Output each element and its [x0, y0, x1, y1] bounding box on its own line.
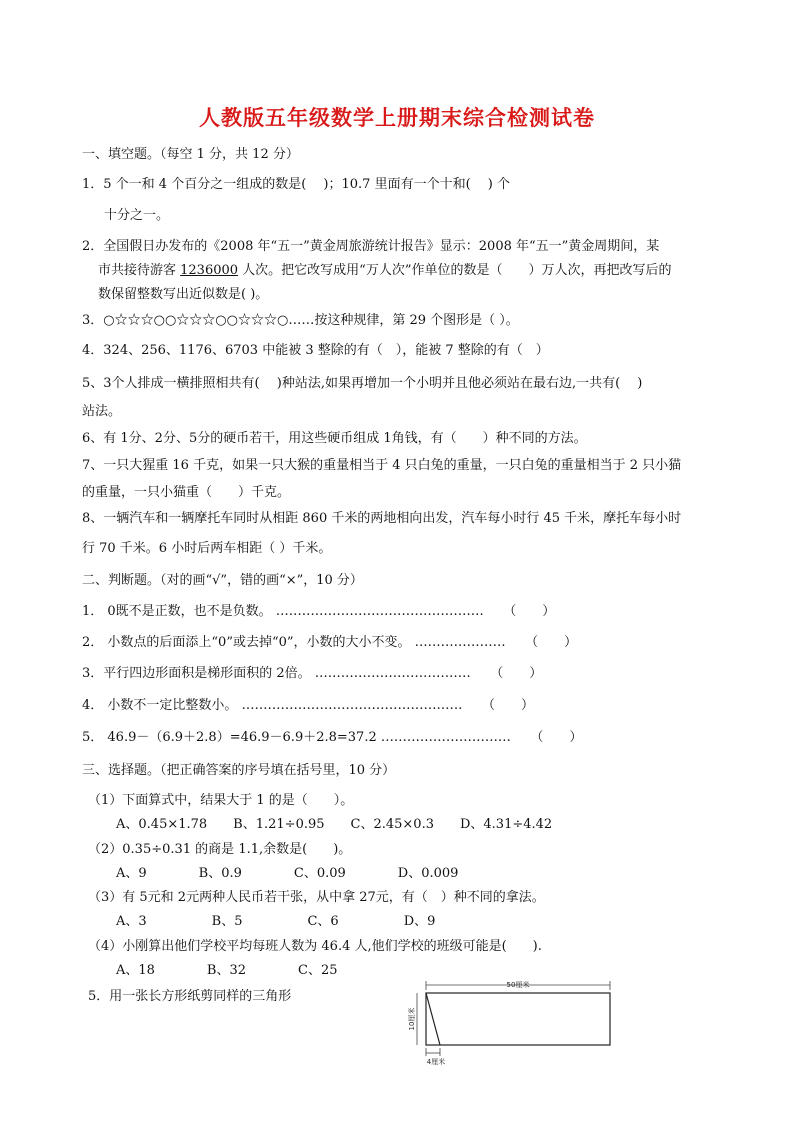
question-1-8-cont: 行 70 千米。6 小时后两车相距（ ）千米。 — [82, 541, 332, 556]
section-3-heading: 三、选择题。（把正确答案的序号填在括号里，10 分） — [82, 763, 396, 778]
question-1-3: 3．○☆☆☆○○☆☆☆○○☆☆☆○……按这种规律，第 29 个图形是（ ）。 — [82, 313, 519, 328]
judge-1: 1． 0既不是正数，也不是负数。 ………………………………………… （ ） — [82, 604, 556, 619]
question-1-2-post: 人次。把它改写成用“万人次”作单位的数是（ ）万人次，再把改写后的 — [238, 263, 672, 278]
question-1-7: 7、一只大猩重 16 千克，如果一只大猴的重量相当于 4 只白兔的重量，一只白兔的重量相当于 2 只小猫 — [82, 458, 682, 473]
rectangle-figure — [400, 978, 620, 1072]
question-1-1-cont: 十分之一。 — [104, 208, 170, 223]
question-1-2-pre: 市共接待游客 — [98, 263, 181, 278]
question-1-2-cont2: 数保留整数写出近似数是( )。 — [98, 287, 269, 302]
question-1-5-cont: 站法。 — [82, 404, 122, 419]
choice-3: （3）有 5元和 2元两种人民币若干张，从中拿 27元，有（ ）种不同的拿法。 — [88, 890, 545, 905]
judge-3: 3．平行四边形面积是梯形面积的 2倍。 ……………………………… （ ） — [82, 666, 543, 681]
visitor-count: 1236000 — [180, 263, 239, 278]
judge-2: 2． 小数点的后面添上“0”或去掉“0”，小数的大小不变。 ………………… （ ） — [82, 635, 578, 650]
judge-4: 4． 小数不一定比整数小。 …………………………………………… （ ） — [82, 698, 535, 713]
choice-4: （4）小刚算出他们学校平均每班人数为 46.4 人,他们学校的班级可能是( ). — [88, 939, 542, 954]
rectangle-diagram — [400, 978, 620, 1068]
bottom-dimension-label: 4厘米 — [426, 1058, 446, 1066]
question-1-2: 2．全国假日办发布的《2008 年“五一”黄金周旅游统计报告》显示：2008 年“五一”黄金周期间，某 — [82, 239, 660, 254]
page-title: 人教版五年级数学上册期末综合检测试卷 — [199, 105, 595, 130]
top-dimension-label: 50厘米 — [506, 981, 530, 989]
choice-2-options: A、9 B、0.9 C、0.09 D、0.009 — [116, 866, 459, 881]
choice-1: （1）下面算式中，结果大于 1 的是（ ）。 — [88, 793, 354, 808]
question-1-2-cont — [98, 262, 671, 280]
section-2-heading: 二、判断题。（对的画“√”，错的画“×”，10 分） — [82, 573, 363, 588]
paper-rectangle — [426, 993, 610, 1045]
cut-line — [426, 993, 440, 1045]
question-1-6: 6、有 1分、2分、5分的硬币若干，用这些硬币组成 1角钱，有（ ）种不同的方法。 — [82, 431, 587, 446]
choice-2: （2）0.35÷0.31 的商是 1.1,余数是( )。 — [88, 842, 352, 857]
question-1-8: 8、一辆汽车和一辆摩托车同时从相距 860 千米的两地相向出发，汽车每小时行 45 千米，摩托车每小时 — [82, 511, 682, 526]
section-1-heading: 一、填空题。（每空 1 分，共 12 分） — [82, 147, 299, 162]
question-1-7-cont: 的重量，一只小猫重（ ）千克。 — [82, 485, 291, 500]
choice-5: 5．用一张长方形纸剪同样的三角形 — [88, 989, 292, 1004]
question-1-1: 1．5 个一和 4 个百分之一组成的数是( )；10.7 里面有一个十和( ) 个 — [82, 177, 510, 192]
side-dimension-label: 10厘米 — [408, 1007, 416, 1031]
question-1-4: 4．324、256、1176、6703 中能被 3 整除的有（ ），能被 7 整除的有（ ） — [82, 343, 549, 358]
judge-5: 5． 46.9－（6.9＋2.8）=46.9－6.9＋2.8=37.2 ………………………… （ ） — [82, 730, 583, 745]
question-1-5: 5、3个人排成一横排照相共有( )种站法,如果再增加一个小明并且他必须站在最右边,一共有( ) — [82, 376, 643, 391]
choice-1-options: A、0.45×1.78 B、1.21÷0.95 C、2.45×0.3 D、4.31÷4.42 — [116, 817, 553, 832]
choice-4-options: A、18 B、32 C、25 — [116, 963, 338, 978]
choice-3-options: A、3 B、5 C、6 D、9 — [116, 914, 436, 929]
